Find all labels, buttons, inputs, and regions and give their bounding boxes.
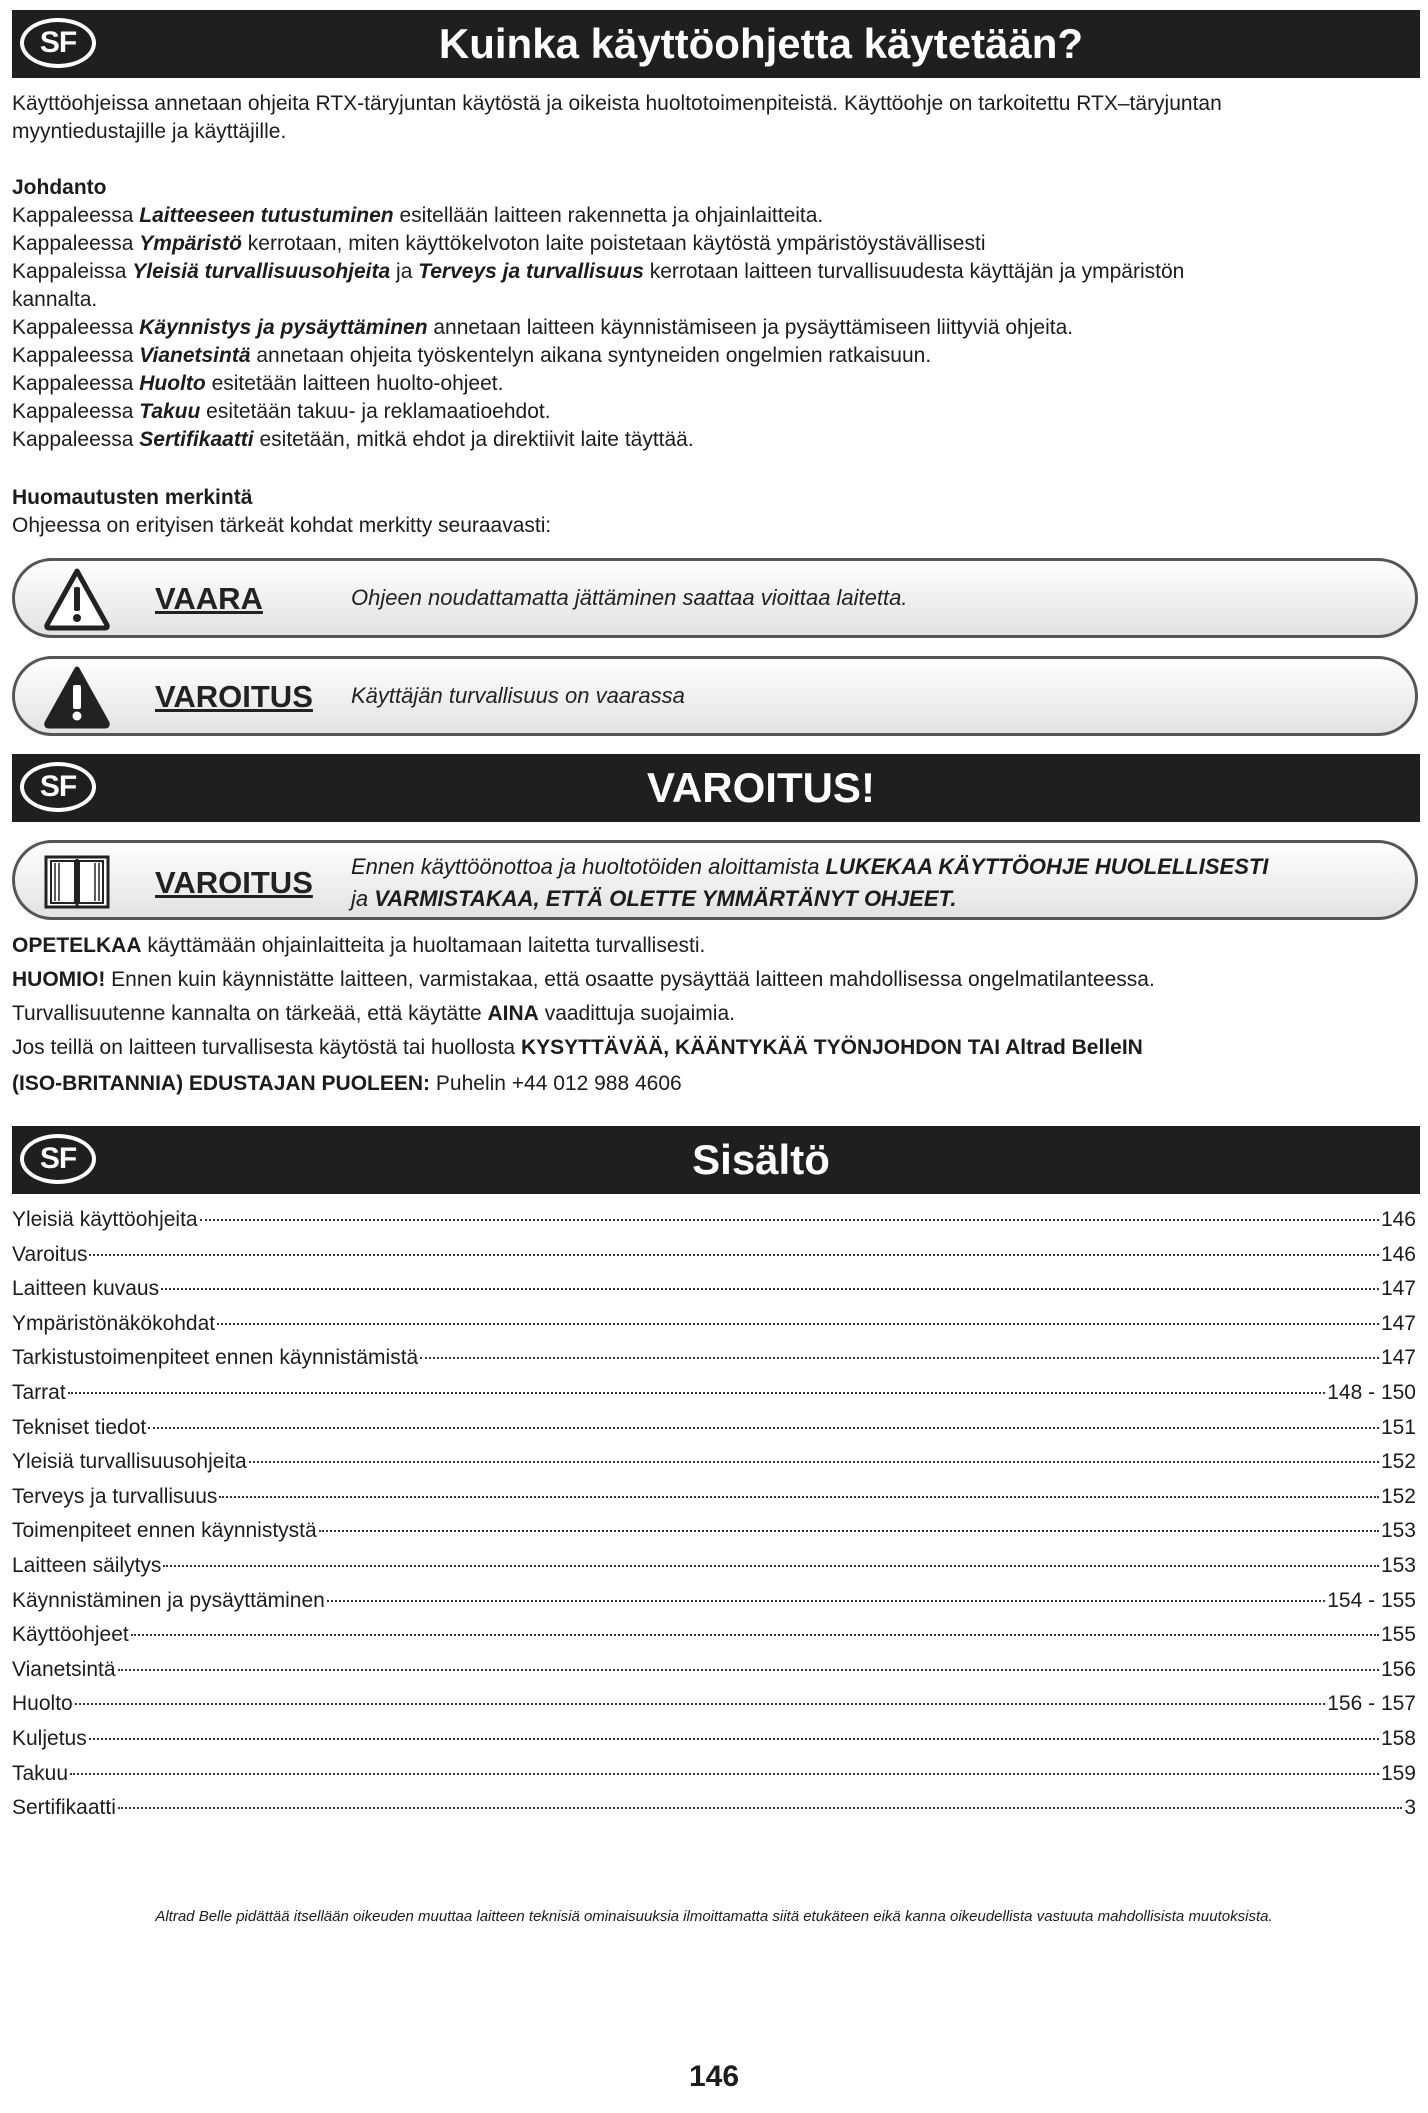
section-title: Sisältö <box>692 1136 830 1183</box>
sf-language-badge: SF <box>20 18 96 68</box>
toc-entry <box>12 1346 1416 1380</box>
section-header-warning <box>12 754 1420 822</box>
warning-triangle-outline-icon <box>43 567 111 631</box>
merkinta-heading: Huomautusten merkintä <box>12 486 253 509</box>
toc-entry-page: 154 - 155 <box>1327 1588 1416 1612</box>
section-header-contents <box>12 1126 1420 1194</box>
toc-entry-title: Takuu <box>12 1761 69 1785</box>
disclaimer-note: Altrad Belle pidättää itsellään oikeuden muuttaa laitteen teknisiä ominaisuuksia ilmoittamatta siitä etukäteen eikä kanna oikeudellista vastuuta mahdollisista muutoksista. <box>155 1908 1273 1925</box>
johdanto-line: Kappaleessa Takuu esitetään takuu- ja reklamaatioehdot. <box>12 400 551 423</box>
warning-triangle-filled-icon <box>43 665 111 729</box>
toc-entry-title: Varoitus <box>12 1242 88 1266</box>
section-header-usage <box>12 10 1420 78</box>
johdanto-line: Kappaleessa Vianetsintä annetaan ohjeita työskentelyn aikana syntyneiden ongelmien ratkaisuun. <box>12 344 932 367</box>
toc-entry-title: Yleisiä turvallisuusohjeita <box>12 1450 247 1474</box>
toc-entry-page: 146 <box>1380 1208 1416 1231</box>
notice-text: Ohjeen noudattamatta jättäminen saattaa vioittaa laitetta. <box>351 585 908 610</box>
toc-entry-page: 3 <box>1404 1796 1416 1820</box>
toc-entry-page: 153 <box>1380 1554 1416 1577</box>
toc-entry <box>12 1762 1416 1796</box>
johdanto-line: kannalta. <box>12 288 98 311</box>
toc-entry-title: Terveys ja turvallisuus <box>12 1484 218 1508</box>
toc-leader-dots <box>249 1461 1379 1463</box>
toc-entry <box>12 1727 1416 1761</box>
toc-leader-dots <box>68 1392 1326 1394</box>
toc-entry-title: Kuljetus <box>12 1727 87 1750</box>
toc-leader-dots <box>75 1703 1326 1705</box>
johdanto-line: Kappaleessa Käynnistys ja pysäyttäminen annetaan laitteen käynnistämiseen ja pysäyttämiseen liittyviä ohjeita. <box>12 316 1074 339</box>
toc-entry <box>12 1243 1416 1277</box>
toc-entry-title: Käynnistäminen ja pysäyttäminen <box>12 1588 325 1612</box>
toc-entry-title: Laitteen kuvaus <box>12 1277 160 1301</box>
notice-text: Käyttäjän turvallisuus on vaarassa <box>351 683 685 708</box>
toc-entry-title: Laitteen säilytys <box>12 1554 162 1577</box>
toc-entry-page: 156 <box>1380 1657 1416 1681</box>
johdanto-line: Kappaleissa Yleisiä turvallisuusohjeita ja Terveys ja turvallisuus kerrotaan laitteen turvallisuudesta käyttäjän ja ympäristön <box>12 260 1185 283</box>
toc-entry-title: Ympäristönäkökohdat <box>12 1311 216 1335</box>
toc-entry-page: 147 <box>1380 1311 1416 1335</box>
toc-leader-dots <box>148 1427 1379 1429</box>
warning-line: Jos teillä on laitteen turvallisesta käytöstä tai huollosta KYSYTTÄVÄÄ, KÄÄNTYKÄÄ TYÖNJOHDON TAI Altrad BelleIN <box>12 1036 1143 1059</box>
toc-entry-page: 158 <box>1380 1727 1416 1750</box>
toc-entry <box>12 1554 1416 1588</box>
toc-entry-page: 156 - 157 <box>1327 1692 1416 1716</box>
warning-line: HUOMIO! Ennen kuin käynnistätte laitteen, varmistakaa, että osaatte pysäyttää laitteen mahdollisessa ongelmatilanteessa. <box>12 968 1155 991</box>
toc-leader-dots <box>70 1773 1379 1775</box>
warning-line: Turvallisuutenne kannalta on tärkeää, että käytätte AINA vaadittuja suojaimia. <box>12 1002 735 1025</box>
page-number: 146 <box>688 2060 740 2093</box>
notice-read-manual <box>12 840 1418 920</box>
toc-leader-dots <box>420 1357 1379 1359</box>
toc-entry <box>12 1692 1416 1726</box>
toc-leader-dots <box>161 1288 1379 1290</box>
toc-leader-dots <box>89 1254 1378 1256</box>
notice-label: VAROITUS <box>155 865 313 900</box>
sf-language-badge: SF <box>20 762 96 812</box>
toc-entry-page: 153 <box>1380 1519 1416 1543</box>
johdanto-line: Kappaleessa Sertifikaatti esitetään, mitkä ehdot ja direktiivit laite täyttää. <box>12 428 694 451</box>
toc-entry <box>12 1796 1416 1830</box>
notice-vaara <box>12 558 1418 638</box>
notice-varoitus <box>12 656 1418 736</box>
intro-line-1: Käyttöohjeissa annetaan ohjeita RTX-täryjuntan käytöstä ja oikeista huoltotoimenpiteistä. Käyttöohje on tarkoitettu RTX–täryjuntan <box>12 92 1222 115</box>
toc-entry-title: Tarkistustoimenpiteet ennen käynnistämistä <box>12 1346 419 1370</box>
toc-entry-page: 148 - 150 <box>1327 1381 1416 1404</box>
toc-entry <box>12 1658 1416 1692</box>
toc-entry <box>12 1277 1416 1311</box>
toc-leader-dots <box>163 1565 1379 1567</box>
toc-leader-dots <box>200 1219 1379 1221</box>
toc-leader-dots <box>219 1496 1379 1498</box>
toc-entry <box>12 1519 1416 1553</box>
toc-entry-page: 159 <box>1380 1761 1416 1785</box>
toc-entry-page: 155 <box>1380 1623 1416 1647</box>
warning-line: (ISO-BRITANNIA) EDUSTAJAN PUOLEEN: Puhelin +44 012 988 4606 <box>12 1072 682 1095</box>
toc-entry-title: Käyttöohjeet <box>12 1623 129 1647</box>
toc-entry <box>12 1208 1416 1242</box>
toc-entry-page: 147 <box>1380 1277 1416 1301</box>
toc-leader-dots <box>131 1634 1379 1636</box>
toc-leader-dots <box>118 1807 1402 1809</box>
toc-entry-page: 147 <box>1380 1346 1416 1370</box>
johdanto-heading: Johdanto <box>12 176 107 199</box>
toc-entry <box>12 1623 1416 1657</box>
johdanto-line: Kappaleessa Ympäristö kerrotaan, miten käyttökelvoton laite poistetaan käytöstä ympäristöystävällisesti <box>12 232 986 255</box>
toc-leader-dots <box>217 1323 1379 1325</box>
section-title: VAROITUS! <box>647 764 875 811</box>
toc-entry <box>12 1485 1416 1519</box>
toc-entry-title: Tekniset tiedot <box>12 1415 147 1439</box>
toc-entry <box>12 1450 1416 1484</box>
toc-entry <box>12 1589 1416 1623</box>
notice-text: Ennen käyttöönottoa ja huoltotöiden aloittamista LUKEKAA KÄYTTÖOHJE HUOLELLISESTI ja VARMISTAKAA, ETTÄ OLETTE YMMÄRTÄNYT OHJEET. <box>351 854 1269 911</box>
toc-entry-page: 151 <box>1380 1415 1416 1439</box>
toc-entry-title: Sertifikaatti <box>12 1796 116 1820</box>
open-book-icon <box>43 849 111 913</box>
toc-entry-page: 152 <box>1380 1450 1416 1474</box>
toc-leader-dots <box>89 1738 1379 1740</box>
merkinta-text: Ohjeessa on erityisen tärkeät kohdat merkitty seuraavasti: <box>12 514 552 537</box>
johdanto-line: Kappaleessa Laitteeseen tutustuminen esitellään laitteen rakennetta ja ohjainlaitteita. <box>12 204 824 227</box>
toc-leader-dots <box>319 1530 1379 1532</box>
toc-entry-page: 152 <box>1380 1484 1416 1508</box>
page-title: Kuinka käyttöohjetta käytetään? <box>438 20 1084 67</box>
toc-entry <box>12 1416 1416 1450</box>
intro-line-2: myyntiedustajille ja käyttäjille. <box>12 120 287 143</box>
toc-leader-dots <box>327 1600 1325 1602</box>
toc-entry <box>12 1312 1416 1346</box>
warning-line: OPETELKAA käyttämään ohjainlaitteita ja huoltamaan laitetta turvallisesti. <box>12 934 706 957</box>
toc-entry-title: Yleisiä käyttöohjeita <box>12 1208 198 1231</box>
sf-language-badge: SF <box>20 1134 96 1184</box>
johdanto-line: Kappaleessa Huolto esitetään laitteen huolto-ohjeet. <box>12 372 504 395</box>
toc-entry-page: 146 <box>1380 1242 1416 1266</box>
toc-entry-title: Vianetsintä <box>12 1657 116 1681</box>
toc-entry-title: Toimenpiteet ennen käynnistystä <box>12 1519 317 1543</box>
notice-label: VAARA <box>155 581 263 616</box>
toc-leader-dots <box>118 1669 1379 1671</box>
toc-entry <box>12 1381 1416 1415</box>
notice-label: VAROITUS <box>155 679 313 714</box>
toc-entry-title: Tarrat <box>12 1381 66 1404</box>
toc-entry-title: Huolto <box>12 1692 73 1716</box>
